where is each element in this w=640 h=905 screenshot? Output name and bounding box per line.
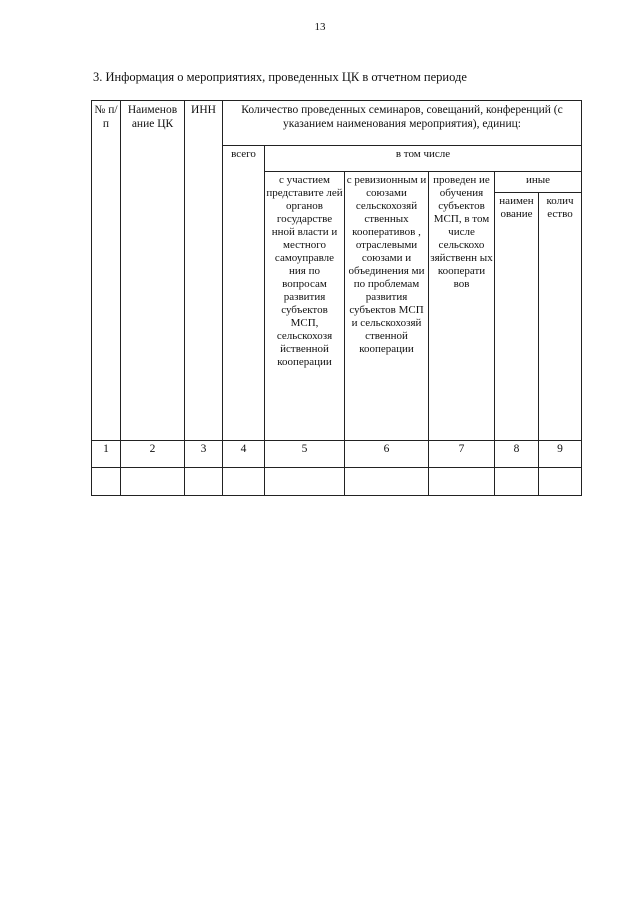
- table-cell: [429, 468, 495, 496]
- column-number: 6: [345, 441, 429, 468]
- table-cell: [223, 468, 265, 496]
- header-cc-name: Наименов ание ЦК: [121, 101, 185, 441]
- column-number-row: [92, 441, 582, 468]
- header-inn: ИНН: [185, 101, 223, 441]
- table-cell: [92, 468, 121, 496]
- column-number: 3: [185, 441, 223, 468]
- header-event-count: Количество проведенных семинаров, совещаний, конференций (с указанием наименования мероприятия), единиц:: [223, 101, 582, 146]
- table-cell: [495, 468, 539, 496]
- table-cell: [345, 468, 429, 496]
- column-number: 9: [539, 441, 582, 468]
- page-number: 13: [314, 21, 326, 33]
- table-cell: [265, 468, 345, 496]
- header-with-authorities: с участием представите лей органов государстве нной власти и местного самоуправле ния по вопросам развития субъектов МСП, сельскохозя йственной кооперации: [265, 172, 345, 441]
- column-number: 2: [121, 441, 185, 468]
- header-total: всего: [223, 146, 265, 441]
- table-row: [92, 468, 582, 496]
- header-other-name: наимен ование: [495, 193, 539, 441]
- table-cell: [121, 468, 185, 496]
- column-number: 8: [495, 441, 539, 468]
- header-including: в том числе: [265, 146, 582, 172]
- header-number: № п/п: [92, 101, 121, 441]
- column-number: 7: [429, 441, 495, 468]
- header-other-quantity: колич ество: [539, 193, 582, 441]
- header-training: проведен ие обучения субъектов МСП, в том числе сельскохо зяйственн ых кооперати вов: [429, 172, 495, 441]
- table-cell: [539, 468, 582, 496]
- section-heading: 3. Информация о мероприятиях, проведенных ЦК в отчетном периоде: [93, 70, 467, 84]
- header-with-unions: с ревизионным и союзами сельскохозяй ственных кооперативов , отраслевыми союзами и объединения ми по проблемам развития субъектов МСП и сельскохозяй ственной кооперации: [345, 172, 429, 441]
- table-cell: [185, 468, 223, 496]
- column-number: 1: [92, 441, 121, 468]
- header-other: иные: [495, 172, 582, 193]
- column-number: 5: [265, 441, 345, 468]
- column-number: 4: [223, 441, 265, 468]
- events-table: [91, 100, 582, 496]
